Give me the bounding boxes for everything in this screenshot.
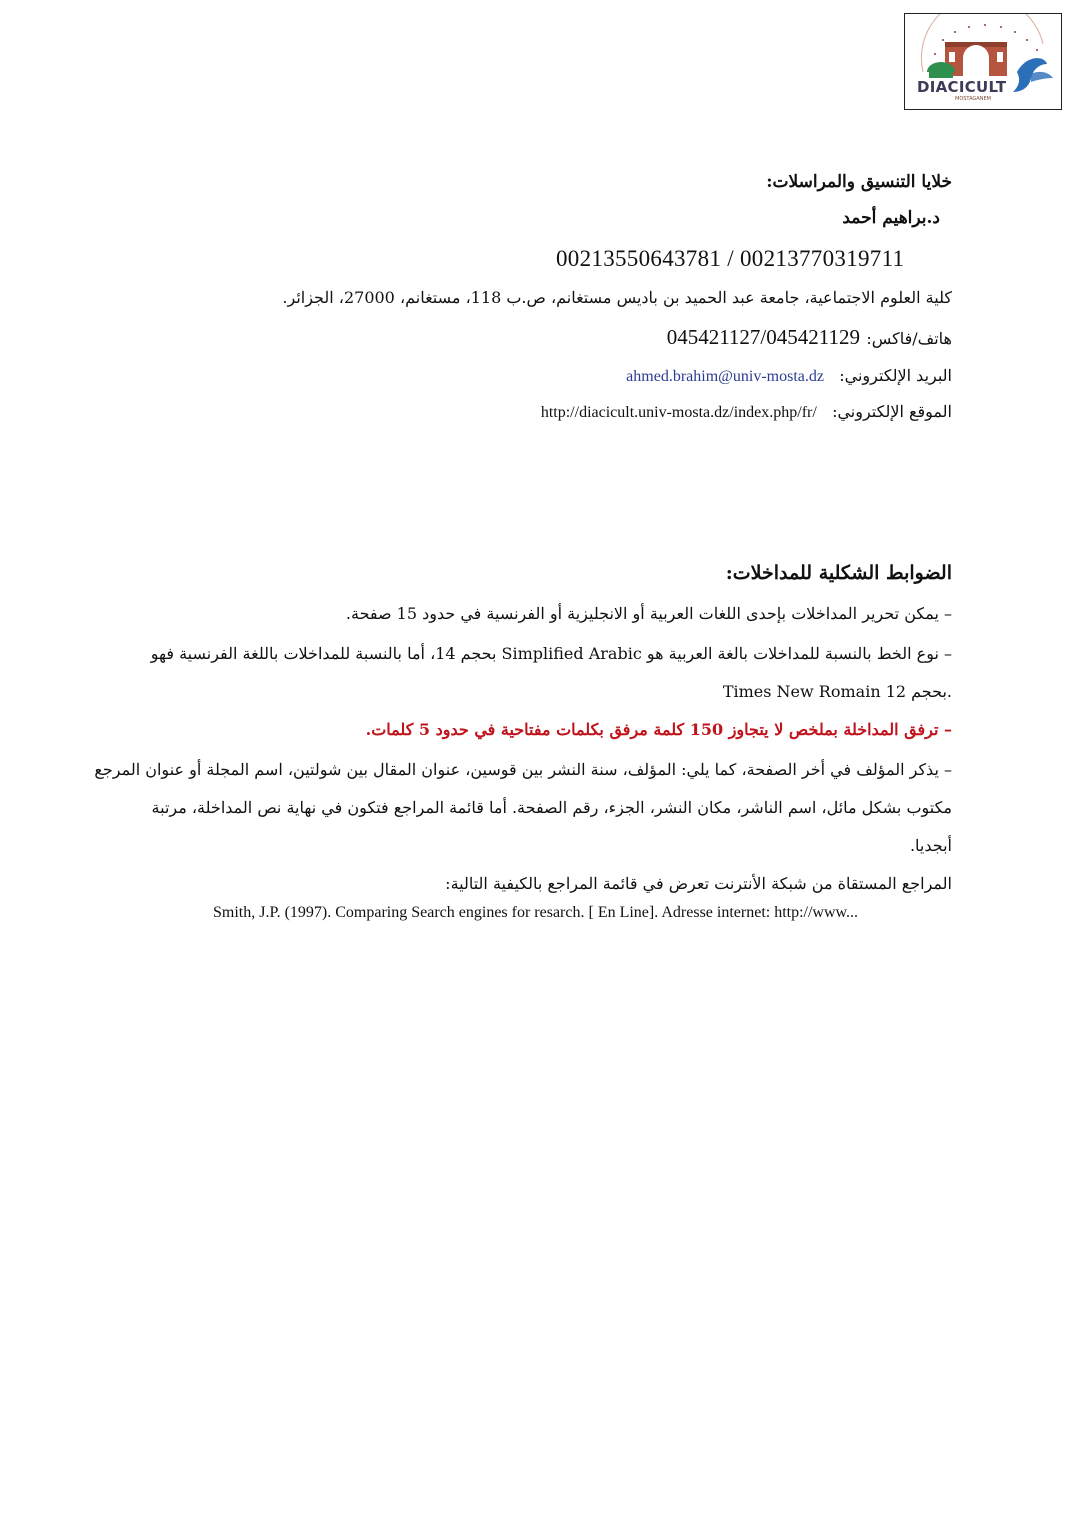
site-link[interactable]: http://diacicult.univ-mosta.dz/index.php/fr/ [540,404,817,421]
fax-value: 045421127/045421129 [666,325,860,349]
rule-languages: – يمكن تحرير المداخلات بإحدى اللغات العربية أو الانجليزية أو الفرنسية في حدود 15 صفحة. [345,604,952,623]
site-label: الموقع الإلكتروني: [832,402,952,421]
fax-label: هاتف/فاكس: [866,329,952,348]
rule-font-line-1: – نوع الخط بالنسبة للمداخلات بالغة العربية هو Simplified Arabic بحجم 14، أما بالنسبة للمداخلات باللغة الفرنسية فهو [150,644,952,663]
contact-person: د.براهيم أحمد [842,208,940,228]
rule-citation-line-3: أبجديا. [909,836,952,855]
contact-address: كلية العلوم الاجتماعية، جامعة عبد الحميد بن باديس مستغانم، ص.ب 118، مستغانم، 27000، الجزائر. [282,288,952,307]
email-link[interactable]: ahmed.brahim@univ-mosta.dz [626,368,824,385]
contact-site-line [432,402,952,422]
contact-heading: خلايا التنسيق والمراسلات: [766,172,952,192]
email-label: البريد الإلكتروني: [839,366,952,385]
reference-example: Smith, J.P. (1997). Comparing Search engines for resarch. [ En Line]. Adresse internet: http://www... [213,904,859,921]
rule-citation-line-2: مكتوب بشكل مائل، اسم الناشر، مكان النشر، الجزء، رقم الصفحة. أما قائمة المراجع فتكون في نهاية نص المداخلة، مرتبة [151,798,952,817]
rule-font-line-2: Times New Romain بحجم 12. [722,682,952,701]
contact-fax-line [432,325,952,350]
logo-title: DIACICULT [917,78,1007,96]
rules-heading: الضوابط الشكلية للمداخلات: [725,562,952,584]
lab-logo [904,13,1062,110]
contact-phones: 00213550643781 / 00213770319711 [556,246,905,271]
rule-internet-refs: المراجع المستقاة من شبكة الأنترنت تعرض في قائمة المراجع بالكيفية التالية: [445,874,952,893]
logo-subtitle: MOSTAGANEM [955,96,991,102]
rule-citation-line-1: – يذكر المؤلف في أخر الصفحة، كما يلي: المؤلف، سنة النشر بين قوسين، عنوان المقال بين شولتين، اسم المجلة أو عنوان المرجع [94,760,952,779]
rule-abstract: – ترفق المداخلة بملخص لا يتجاوز 150 كلمة مرفق بكلمات مفتاحية في حدود 5 كلمات. [365,720,952,739]
contact-email-line [432,366,952,386]
